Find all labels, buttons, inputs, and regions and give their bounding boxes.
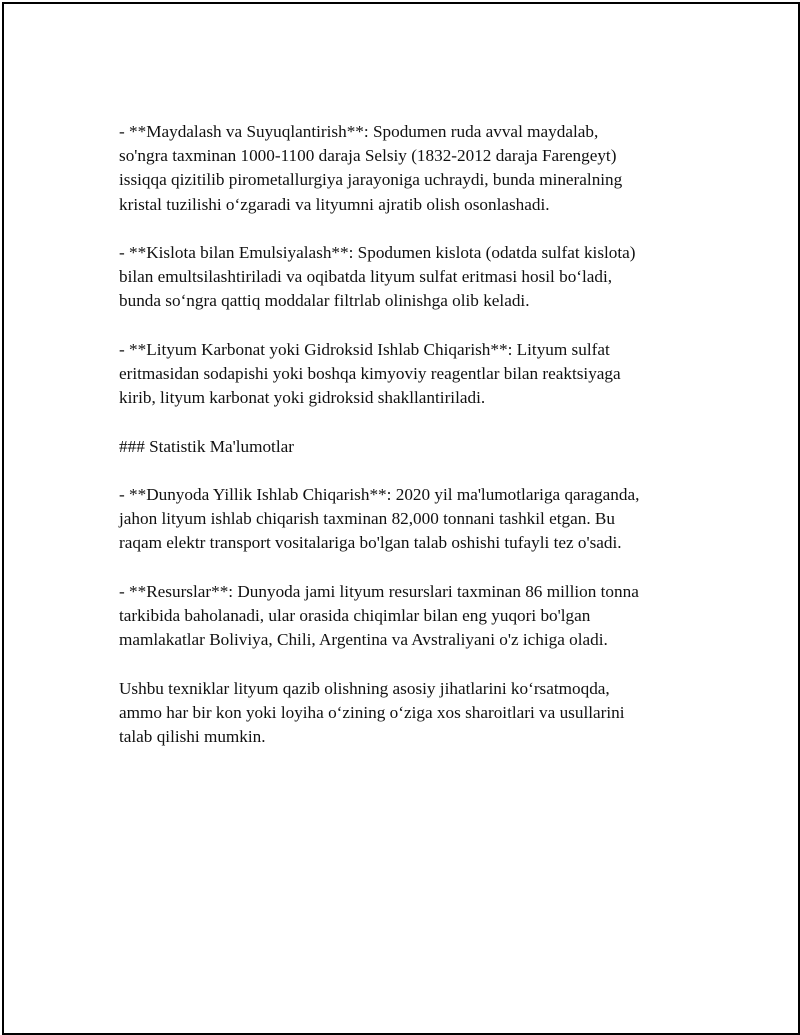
text-line: - **Lityum Karbonat yoki Gidroksid Ishlab Chiqarish**: Lityum sulfat bbox=[119, 339, 610, 359]
text-line: so'ngra taxminan 1000-1100 daraja Selsiy (1832-2012 daraja Farengeyt) bbox=[119, 146, 617, 166]
text-line: talab qilishi mumkin. bbox=[119, 726, 266, 746]
heading-text: ### Statistik Ma'lumotlar bbox=[119, 436, 294, 456]
text-line: kristal tuzilishi o‘zgaradi va lityumni ajratib olish osonlashadi. bbox=[119, 194, 550, 214]
text-line: jahon lityum ishlab chiqarish taxminan 82,000 tonnani tashkil etgan. Bu bbox=[119, 509, 615, 529]
paragraph-kislota bbox=[119, 241, 699, 314]
paragraph-resurslar bbox=[119, 580, 699, 653]
text-line: Ushbu texniklar lityum qazib olishning asosiy jihatlarini ko‘rsatmoqda, bbox=[119, 678, 610, 698]
document-body bbox=[119, 120, 699, 773]
text-line: ammo har bir kon yoki loyiha o‘zining o‘ziga xos sharoitlari va usullarini bbox=[119, 702, 625, 722]
text-line: issiqqa qizitilib pirometallurgiya jarayoniga uchraydi, bunda mineralning bbox=[119, 170, 623, 190]
text-line: - **Maydalash va Suyuqlantirish**: Spodumen ruda avval maydalab, bbox=[119, 122, 599, 141]
text-line: - **Dunyoda Yillik Ishlab Chiqarish**: 2020 yil ma'lumotlariga qaraganda, bbox=[119, 484, 640, 504]
text-line: raqam elektr transport vositalariga bo'lgan talab oshishi tufayli tez o'sadi. bbox=[119, 533, 622, 553]
text-line: tarkibida baholanadi, ular orasida chiqimlar bilan eng yuqori bo'lgan bbox=[119, 605, 591, 625]
text-line: - **Resurslar**: Dunyoda jami lityum resurslari taxminan 86 million tonna bbox=[119, 581, 639, 601]
section-heading-statistik bbox=[119, 435, 699, 459]
paragraph-xulosa bbox=[119, 677, 699, 750]
paragraph-yillik-ishlab-chiqarish bbox=[119, 483, 699, 556]
text-line: kirib, lityum karbonat yoki gidroksid shakllantiriladi. bbox=[119, 388, 486, 408]
text-line: eritmasidan sodapishi yoki boshqa kimyoviy reagentlar bilan reaktsiyaga bbox=[119, 364, 621, 383]
text-line: bunda so‘ngra qattiq moddalar filtrlab olinishga olib keladi. bbox=[119, 291, 530, 311]
text-line: bilan emultsilashtiriladi va oqibatda lityum sulfat eritmasi hosil bo‘ladi, bbox=[119, 267, 613, 287]
document-page bbox=[2, 2, 800, 1035]
paragraph-lityum-karbonat bbox=[119, 338, 699, 411]
text-line: mamlakatlar Boliviya, Chili, Argentina va Avstraliyani o'z ichiga oladi. bbox=[119, 630, 608, 650]
paragraph-maydalash bbox=[119, 120, 699, 217]
text-line: - **Kislota bilan Emulsiyalash**: Spodumen kislota (odatda sulfat kislota) bbox=[119, 243, 636, 262]
